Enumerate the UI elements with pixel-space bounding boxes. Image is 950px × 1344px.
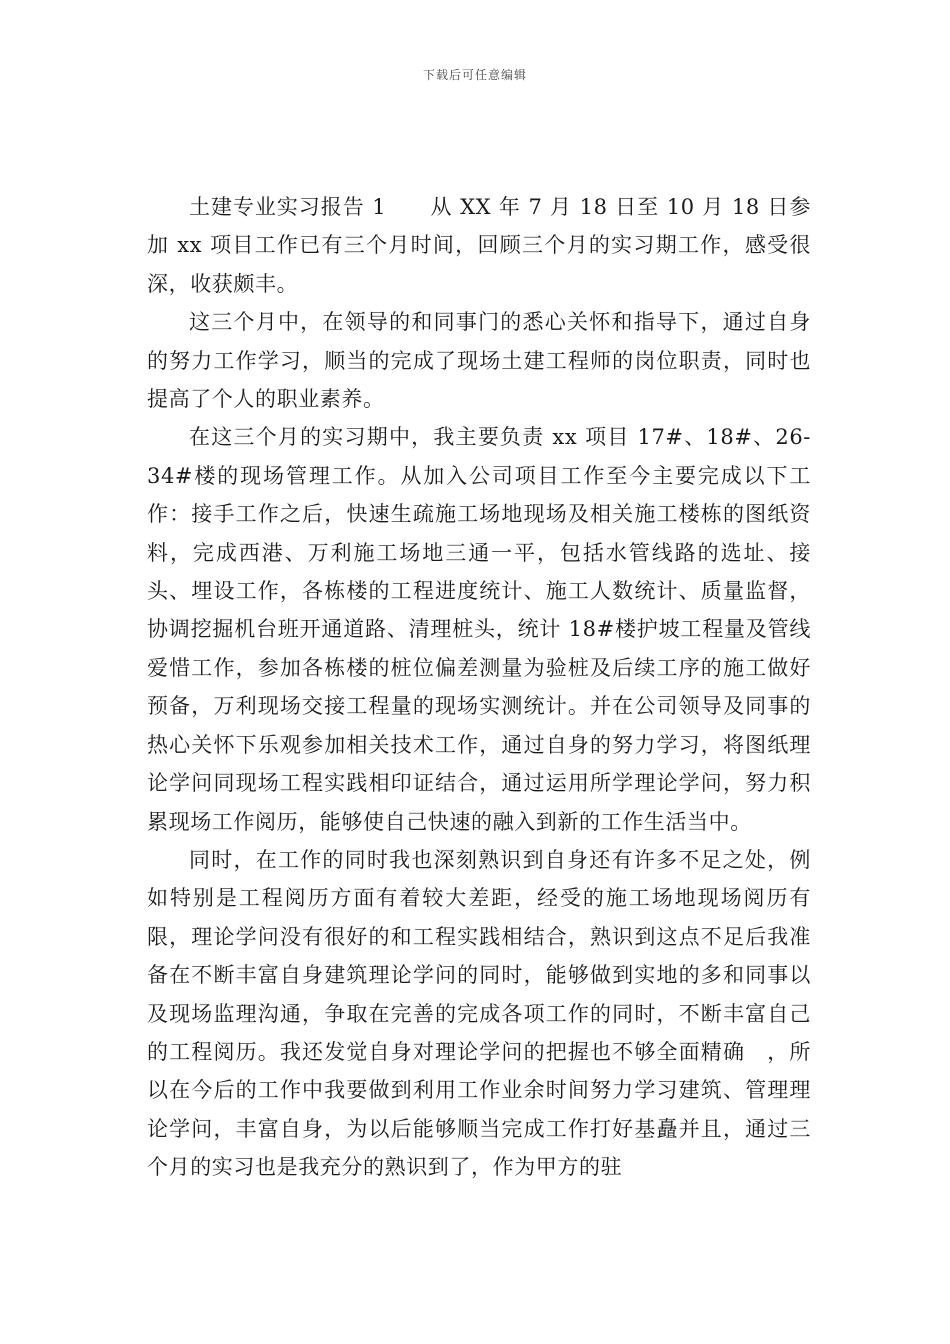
document-body: [147, 188, 811, 1187]
page-header: 下载后可任意编辑: [422, 68, 527, 82]
paragraph-3: 在这三个月的实习期中，我主要负责 xx 项目 17#、18#、26-34#楼的现场管理工作。从加入公司项目工作至今主要完成以下工作：接手工作之后，快速生疏施工场地现场及相关施工楼栋的图纸资料，完成西港、万利施工场地三通一平，包括水管线路的选址、接头、埋设工作，各栋楼的工程进度统计、施工人数统计、质量监督，协调挖掘机台班开通道路、清理桩头，统计 18#楼护坡工程量及管线爱惜工作，参加各栋楼的桩位偏差测量为验桩及后续工序的施工做好预备，万利现场交接工程量的现场实测统计。并在公司领导及同事的热心关怀下乐观参加相关技术工作，通过自身的努力学习，将图纸理论学问同现场工程实践相印证结合，通过运用所学理论学问，努力积累现场工作阅历，能够使自己快速的融入到新的工作生活当中。: [147, 425, 811, 834]
paragraph-1: 土建专业实习报告 1 从 XX 年 7 月 18 日至 10 月 18 日参加 xx 项目工作已有三个月时间，回顾三个月的实习期工作，感受很深，收获颇丰。: [147, 195, 811, 296]
paragraph-4: 同时，在工作的同时我也深刻熟识到自身还有许多不足之处，例如特别是工程阅历方面有着较大差距，经受的施工场地现场阅历有限，理论学问没有很好的和工程实践相结合，熟识到这点不足后我准备在不断丰富自身建筑理论学问的同时，能够做到实地的多和同事以及现场监理沟通，争取在完善的完成各项工作的同时，不断丰富自己的工程阅历。我还发觉自身对理论学问的把握也不够全面精确 ，所以在今后的工作中我要做到利用工作业余时间努力学习建筑、管理理论学问，丰富自身，为以后能够顺当完成工作打好基矗并且，通过三个月的实习也是我充分的熟识到了，作为甲方的驻: [147, 847, 811, 1180]
paragraph-2: 这三个月中，在领导的和同事门的悉心关怀和指导下，通过自身的努力工作学习，顺当的完成了现场土建工程师的岗位职责，同时也提高了个人的职业素养。: [147, 310, 811, 412]
